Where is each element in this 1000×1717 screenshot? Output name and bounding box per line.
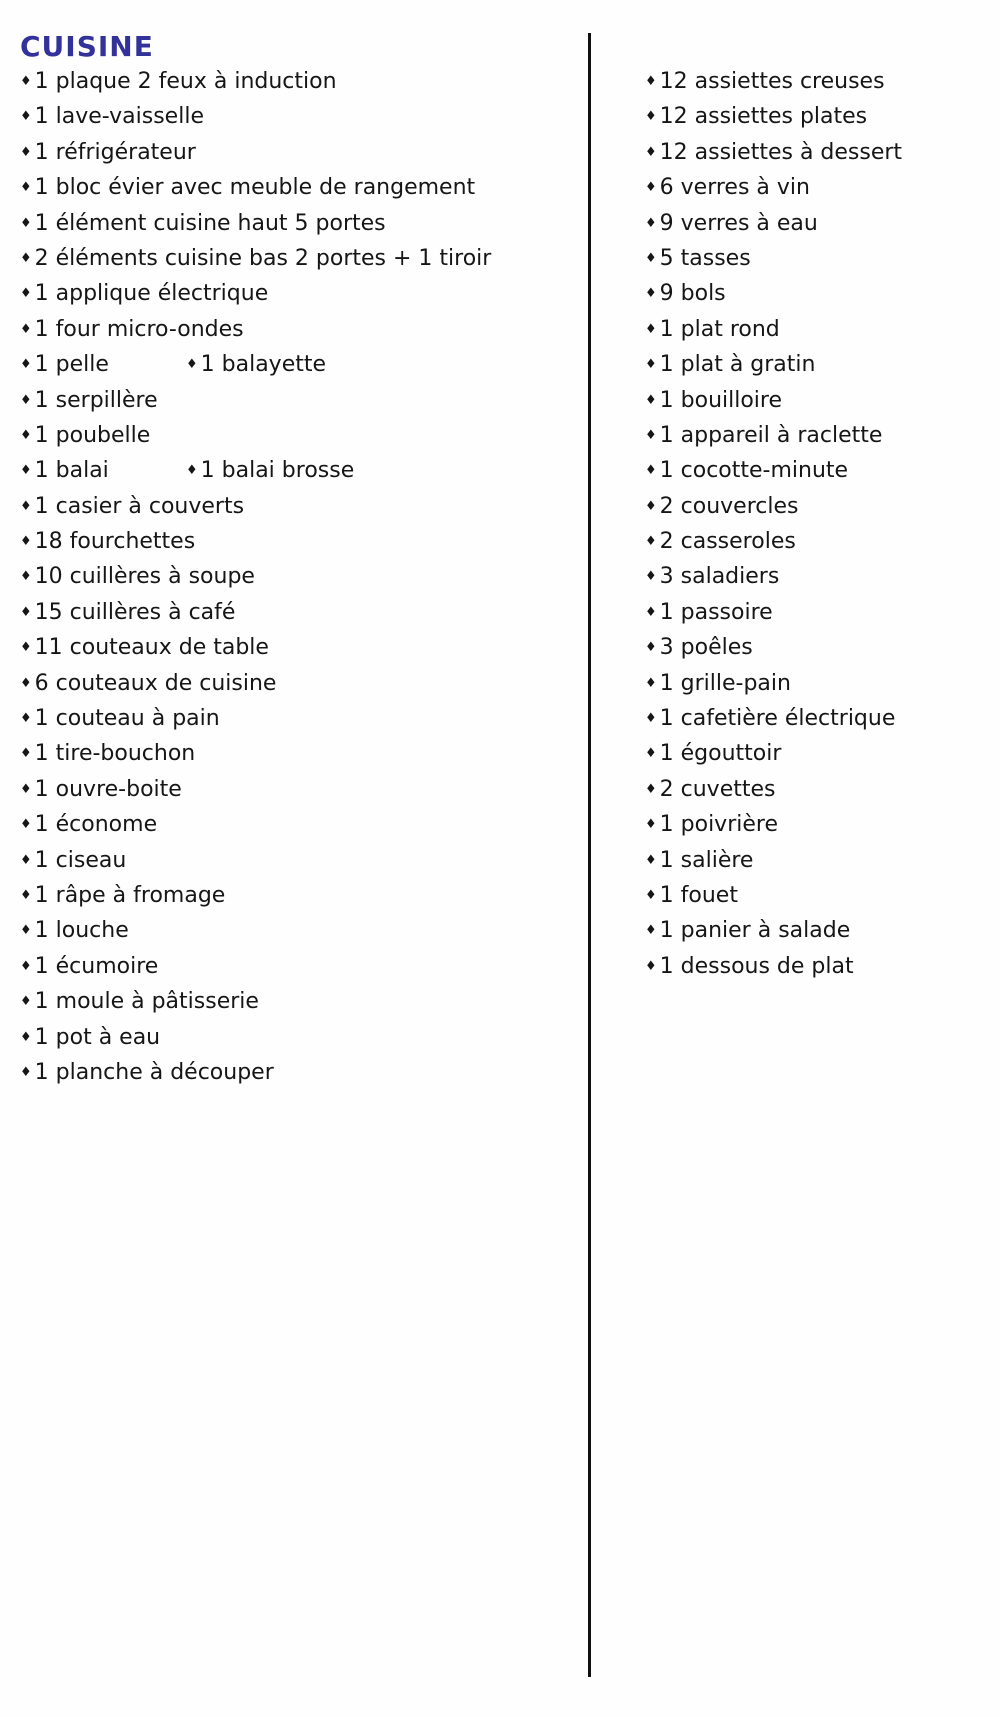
diamond-bullet-icon: ♦ <box>645 887 657 903</box>
diamond-bullet-icon: ♦ <box>20 392 32 408</box>
item-part <box>20 135 196 173</box>
diamond-bullet-icon: ♦ <box>20 1064 32 1080</box>
item-text: 3 saladiers <box>659 564 780 590</box>
diamond-bullet-icon: ♦ <box>645 781 657 797</box>
item-text: 1 cafetière électrique <box>659 706 896 732</box>
item-part <box>645 807 778 845</box>
diamond-bullet-icon: ♦ <box>645 711 657 727</box>
column-divider <box>588 33 591 1677</box>
list-item <box>20 807 491 842</box>
list-item <box>645 524 902 559</box>
item-text: 3 poêles <box>659 635 753 661</box>
item-text: 1 couteau à pain <box>34 706 220 732</box>
list-item <box>20 312 491 347</box>
diamond-bullet-icon: ♦ <box>20 1029 32 1045</box>
diamond-bullet-icon: ♦ <box>645 675 657 691</box>
diamond-bullet-icon: ♦ <box>20 427 32 443</box>
list-item <box>20 913 491 948</box>
item-text: 1 balayette <box>200 352 327 378</box>
list-item <box>20 984 491 1019</box>
list-item <box>645 383 902 418</box>
list-item <box>645 807 902 842</box>
diamond-bullet-icon: ♦ <box>20 144 32 160</box>
list-item <box>645 135 902 170</box>
item-text: 1 ciseau <box>34 847 127 873</box>
list-item <box>20 383 491 418</box>
diamond-bullet-icon: ♦ <box>20 923 32 939</box>
item-text: 1 applique électrique <box>34 281 269 307</box>
item-text: 1 moule à pâtisserie <box>34 989 259 1015</box>
item-text: 9 bols <box>659 281 726 307</box>
list-item <box>645 453 902 488</box>
diamond-bullet-icon: ♦ <box>645 569 657 585</box>
item-part <box>645 524 796 562</box>
diamond-bullet-icon: ♦ <box>645 250 657 266</box>
item-part <box>645 347 815 385</box>
item-part <box>645 453 848 491</box>
item-part <box>645 736 781 774</box>
item-part <box>645 666 791 704</box>
item-text: 2 casseroles <box>659 529 796 555</box>
list-item <box>20 630 491 665</box>
item-part <box>645 241 751 279</box>
item-text: 1 appareil à raclette <box>659 422 883 448</box>
item-text: 1 balai <box>34 458 109 484</box>
item-part <box>20 666 276 704</box>
diamond-bullet-icon: ♦ <box>645 498 657 514</box>
diamond-bullet-icon: ♦ <box>20 675 32 691</box>
item-part <box>20 843 126 881</box>
item-text: 9 verres à eau <box>659 210 818 236</box>
item-text: 6 verres à vin <box>659 175 810 201</box>
diamond-bullet-icon: ♦ <box>645 923 657 939</box>
item-part <box>20 736 195 774</box>
list-item <box>20 1020 491 1055</box>
list-item <box>20 559 491 594</box>
diamond-bullet-icon: ♦ <box>20 746 32 762</box>
list-item <box>20 1055 491 1090</box>
item-part <box>645 630 753 668</box>
item-part <box>20 559 255 597</box>
list-item <box>645 666 902 701</box>
item-part <box>20 64 337 102</box>
list-item <box>20 276 491 311</box>
item-text: 1 planche à découper <box>34 1059 274 1085</box>
diamond-bullet-icon: ♦ <box>20 498 32 514</box>
item-part <box>20 595 235 633</box>
list-item <box>20 736 491 771</box>
diamond-bullet-icon: ♦ <box>645 357 657 373</box>
list-item <box>645 99 902 134</box>
list-item <box>645 347 902 382</box>
page-title: CUISINE <box>20 30 154 63</box>
list-item <box>20 347 491 382</box>
diamond-bullet-icon: ♦ <box>20 817 32 833</box>
item-part <box>20 276 268 314</box>
item-text: 1 élément cuisine haut 5 portes <box>34 210 386 236</box>
item-text: 1 serpillère <box>34 387 158 413</box>
item-text: 1 panier à salade <box>659 918 851 944</box>
diamond-bullet-icon: ♦ <box>20 463 32 479</box>
item-text: 1 louche <box>34 918 129 944</box>
item-text: 1 poivrière <box>659 812 778 838</box>
item-part <box>645 383 782 421</box>
item-text: 1 grille-pain <box>659 670 791 696</box>
list-item <box>20 843 491 878</box>
item-part <box>645 595 773 633</box>
item-part <box>20 524 195 562</box>
list-item <box>645 630 902 665</box>
list-item <box>20 666 491 701</box>
item-text: 1 cocotte-minute <box>659 458 849 484</box>
list-item <box>645 241 902 276</box>
item-part <box>20 913 129 951</box>
item-part <box>645 170 810 208</box>
list-item <box>645 595 902 630</box>
diamond-bullet-icon: ♦ <box>20 250 32 266</box>
list-item <box>20 135 491 170</box>
diamond-bullet-icon: ♦ <box>645 817 657 833</box>
item-part <box>645 64 885 102</box>
item-part <box>20 453 186 491</box>
item-text: 2 cuvettes <box>659 776 776 802</box>
diamond-bullet-icon: ♦ <box>645 109 657 125</box>
item-text: 10 cuillères à soupe <box>34 564 255 590</box>
list-item <box>645 276 902 311</box>
item-part <box>20 383 158 421</box>
list-item <box>645 949 902 984</box>
item-part <box>186 453 354 491</box>
diamond-bullet-icon: ♦ <box>20 887 32 903</box>
diamond-bullet-icon: ♦ <box>20 569 32 585</box>
diamond-bullet-icon: ♦ <box>645 321 657 337</box>
item-part <box>645 843 753 881</box>
diamond-bullet-icon: ♦ <box>20 109 32 125</box>
item-text: 1 plat à gratin <box>659 352 816 378</box>
list-item <box>20 99 491 134</box>
list-item <box>20 64 491 99</box>
item-part <box>645 206 818 244</box>
diamond-bullet-icon: ♦ <box>20 711 32 727</box>
item-part <box>20 949 158 987</box>
item-part <box>20 347 186 385</box>
item-part <box>20 170 475 208</box>
list-item <box>645 418 902 453</box>
left-item-list <box>20 64 491 1090</box>
diamond-bullet-icon: ♦ <box>645 74 657 89</box>
diamond-bullet-icon: ♦ <box>645 604 657 620</box>
diamond-bullet-icon: ♦ <box>20 781 32 797</box>
item-text: 1 tire-bouchon <box>34 741 196 767</box>
diamond-bullet-icon: ♦ <box>645 392 657 408</box>
diamond-bullet-icon: ♦ <box>20 852 32 868</box>
item-part <box>20 630 269 668</box>
item-part <box>20 1055 274 1093</box>
item-text: 1 balai brosse <box>200 458 355 484</box>
item-text: 11 couteaux de table <box>34 635 269 661</box>
item-part <box>20 312 244 350</box>
list-item <box>20 701 491 736</box>
diamond-bullet-icon: ♦ <box>20 640 32 656</box>
item-text: 1 passoire <box>659 599 773 625</box>
item-part <box>645 99 867 137</box>
item-text: 1 réfrigérateur <box>34 139 196 165</box>
diamond-bullet-icon: ♦ <box>645 640 657 656</box>
diamond-bullet-icon: ♦ <box>645 958 657 974</box>
item-part <box>645 559 779 597</box>
item-text: 1 pot à eau <box>34 1024 161 1050</box>
list-item <box>20 170 491 205</box>
item-part <box>645 135 902 173</box>
list-item <box>645 736 902 771</box>
diamond-bullet-icon: ♦ <box>645 286 657 302</box>
list-item <box>645 559 902 594</box>
list-item <box>645 772 902 807</box>
item-part <box>20 206 386 244</box>
diamond-bullet-icon: ♦ <box>20 321 32 337</box>
list-item <box>20 949 491 984</box>
item-text: 1 salière <box>659 847 754 873</box>
diamond-bullet-icon: ♦ <box>645 746 657 762</box>
list-item <box>645 913 902 948</box>
item-part <box>645 878 738 916</box>
list-item <box>645 170 902 205</box>
item-text: 6 couteaux de cuisine <box>34 670 277 696</box>
list-item <box>645 312 902 347</box>
item-text: 1 bloc évier avec meuble de rangement <box>34 175 476 201</box>
diamond-bullet-icon: ♦ <box>20 357 32 373</box>
item-part <box>645 949 854 987</box>
right-item-list <box>645 64 902 984</box>
item-text: 1 ouvre-boite <box>34 776 182 802</box>
item-part <box>645 489 798 527</box>
item-text: 12 assiettes à dessert <box>659 139 903 165</box>
item-text: 1 plaque 2 feux à induction <box>34 69 337 94</box>
item-text: 1 râpe à fromage <box>34 882 226 908</box>
item-part <box>20 489 244 527</box>
item-part <box>20 701 220 739</box>
item-text: 1 égouttoir <box>659 741 782 767</box>
diamond-bullet-icon: ♦ <box>645 534 657 550</box>
item-part <box>20 418 150 456</box>
list-item <box>20 241 491 276</box>
item-text: 15 cuillères à café <box>34 599 236 625</box>
diamond-bullet-icon: ♦ <box>20 180 32 196</box>
diamond-bullet-icon: ♦ <box>20 74 32 89</box>
item-part <box>645 276 726 314</box>
list-item <box>20 418 491 453</box>
item-part <box>20 984 259 1022</box>
list-item <box>20 878 491 913</box>
list-item <box>20 206 491 241</box>
list-item <box>20 524 491 559</box>
diamond-bullet-icon: ♦ <box>20 604 32 620</box>
item-text: 1 casier à couverts <box>34 493 245 519</box>
item-text: 1 poubelle <box>34 422 151 448</box>
item-text: 5 tasses <box>659 245 751 271</box>
list-item <box>645 878 902 913</box>
list-item <box>645 843 902 878</box>
item-text: 1 économe <box>34 812 158 838</box>
diamond-bullet-icon: ♦ <box>186 357 198 373</box>
item-text: 1 plat rond <box>659 316 780 342</box>
diamond-bullet-icon: ♦ <box>186 463 198 479</box>
diamond-bullet-icon: ♦ <box>20 215 32 231</box>
item-text: 1 lave-vaisselle <box>34 104 204 130</box>
diamond-bullet-icon: ♦ <box>645 180 657 196</box>
diamond-bullet-icon: ♦ <box>20 286 32 302</box>
list-item <box>20 595 491 630</box>
list-item <box>645 206 902 241</box>
item-part <box>20 807 157 845</box>
item-part <box>645 418 882 456</box>
item-part <box>20 1020 160 1058</box>
list-item <box>20 453 491 488</box>
item-text: 2 couvercles <box>659 493 799 519</box>
diamond-bullet-icon: ♦ <box>645 427 657 443</box>
item-part <box>645 701 895 739</box>
item-part <box>645 913 850 951</box>
diamond-bullet-icon: ♦ <box>20 994 32 1010</box>
item-text: 12 assiettes creuses <box>659 69 885 94</box>
list-item <box>645 489 902 524</box>
diamond-bullet-icon: ♦ <box>645 144 657 160</box>
list-item <box>20 772 491 807</box>
item-text: 2 éléments cuisine bas 2 portes + 1 tiroir <box>34 245 492 271</box>
diamond-bullet-icon: ♦ <box>645 852 657 868</box>
item-part <box>645 312 780 350</box>
item-text: 1 pelle <box>34 352 109 378</box>
item-text: 1 écumoire <box>34 953 159 979</box>
diamond-bullet-icon: ♦ <box>20 534 32 550</box>
item-part <box>20 99 204 137</box>
item-text: 12 assiettes plates <box>659 104 868 130</box>
diamond-bullet-icon: ♦ <box>20 958 32 974</box>
list-item <box>20 489 491 524</box>
item-part <box>20 772 182 810</box>
item-text: 1 bouilloire <box>659 387 783 413</box>
item-part <box>186 347 326 385</box>
list-item <box>645 701 902 736</box>
list-item <box>645 64 902 99</box>
item-text: 1 dessous de plat <box>659 953 854 979</box>
diamond-bullet-icon: ♦ <box>645 215 657 231</box>
item-text: 1 fouet <box>659 882 738 908</box>
item-part <box>20 878 225 916</box>
diamond-bullet-icon: ♦ <box>645 463 657 479</box>
item-part <box>645 772 776 810</box>
item-part <box>20 241 491 279</box>
item-text: 1 four micro-ondes <box>34 316 244 342</box>
item-text: 18 fourchettes <box>34 529 196 555</box>
